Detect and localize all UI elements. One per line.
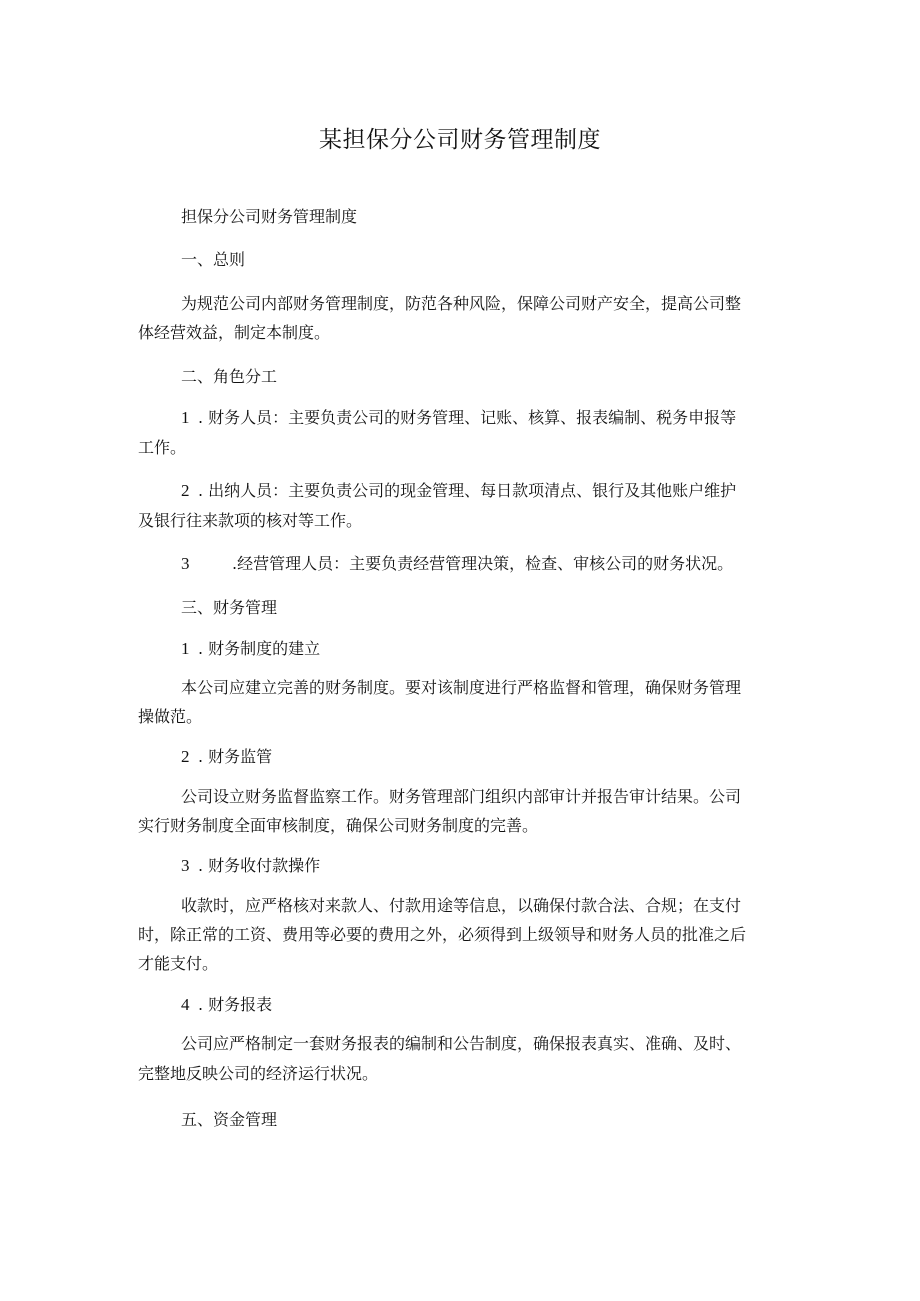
finance-paragraph-line-2: 完整地反映公司的经济运行状况。 — [138, 1064, 379, 1083]
finance-item-title: . 财务收付款操作 — [198, 856, 321, 875]
role-item-text-line-2: 及银行往来款项的核对等工作。 — [138, 511, 363, 530]
finance-item-number: 4 — [181, 995, 190, 1014]
finance-item-title: . 财务制度的建立 — [198, 639, 321, 658]
finance-paragraph-line-1: 本公司应建立完善的财务制度。要对该制度进行严格监督和管理，确保财务管理 — [181, 678, 742, 697]
role-item-number: 2 — [181, 481, 190, 500]
finance-item-title: . 财务报表 — [198, 995, 273, 1014]
finance-item-number: 3 — [181, 856, 190, 875]
role-item-text-line-1: .经营管理人员：主要负责经营管理决策，检查、审核公司的财务状况。 — [232, 554, 734, 573]
finance-paragraph-line-2: 时，除正常的工资、费用等必要的费用之外，必须得到上级领导和财务人员的批准之后 — [138, 925, 747, 944]
document-subtitle: 担保分公司财务管理制度 — [181, 207, 358, 226]
section-heading-funds: 五、资金管理 — [181, 1110, 278, 1129]
finance-paragraph-line-3: 才能支付。 — [138, 954, 219, 973]
finance-paragraph-line-1: 公司设立财务监督监察工作。财务管理部门组织内部审计并报告审计结果。公司 — [181, 787, 742, 806]
section-heading-general: 一、总则 — [181, 250, 246, 269]
role-item-text-line-1: . 财务人员：主要负责公司的财务管理、记账、核算、报表编制、税务申报等 — [198, 408, 737, 427]
role-item-number: 1 — [181, 408, 190, 427]
role-item-text-line-1: . 出纳人员：主要负责公司的现金管理、每日款项清点、银行及其他账户维护 — [198, 481, 737, 500]
finance-paragraph-line-1: 收款时，应严格核对来款人、付款用途等信息，以确保付款合法、合规；在支付 — [181, 896, 742, 915]
general-paragraph-line-2: 体经营效益，制定本制度。 — [138, 323, 331, 342]
finance-paragraph-line-1: 公司应严格制定一套财务报表的编制和公告制度，确保报表真实、准确、及时、 — [181, 1034, 742, 1053]
section-heading-roles: 二、角色分工 — [181, 367, 278, 386]
role-item-number: 3 — [181, 554, 190, 573]
general-paragraph-line-1: 为规范公司内部财务管理制度，防范各种风险，保障公司财产安全，提高公司整 — [181, 294, 742, 313]
finance-item-title: . 财务监管 — [198, 747, 273, 766]
role-item-text-line-2: 工作。 — [138, 438, 187, 457]
finance-item-number: 2 — [181, 747, 190, 766]
section-heading-finance: 三、财务管理 — [181, 598, 278, 617]
finance-paragraph-line-2: 操做范。 — [138, 707, 203, 726]
finance-item-number: 1 — [181, 639, 190, 658]
finance-paragraph-line-2: 实行财务制度全面审核制度，确保公司财务制度的完善。 — [138, 816, 539, 835]
document-title: 某担保分公司财务管理制度 — [319, 127, 601, 153]
